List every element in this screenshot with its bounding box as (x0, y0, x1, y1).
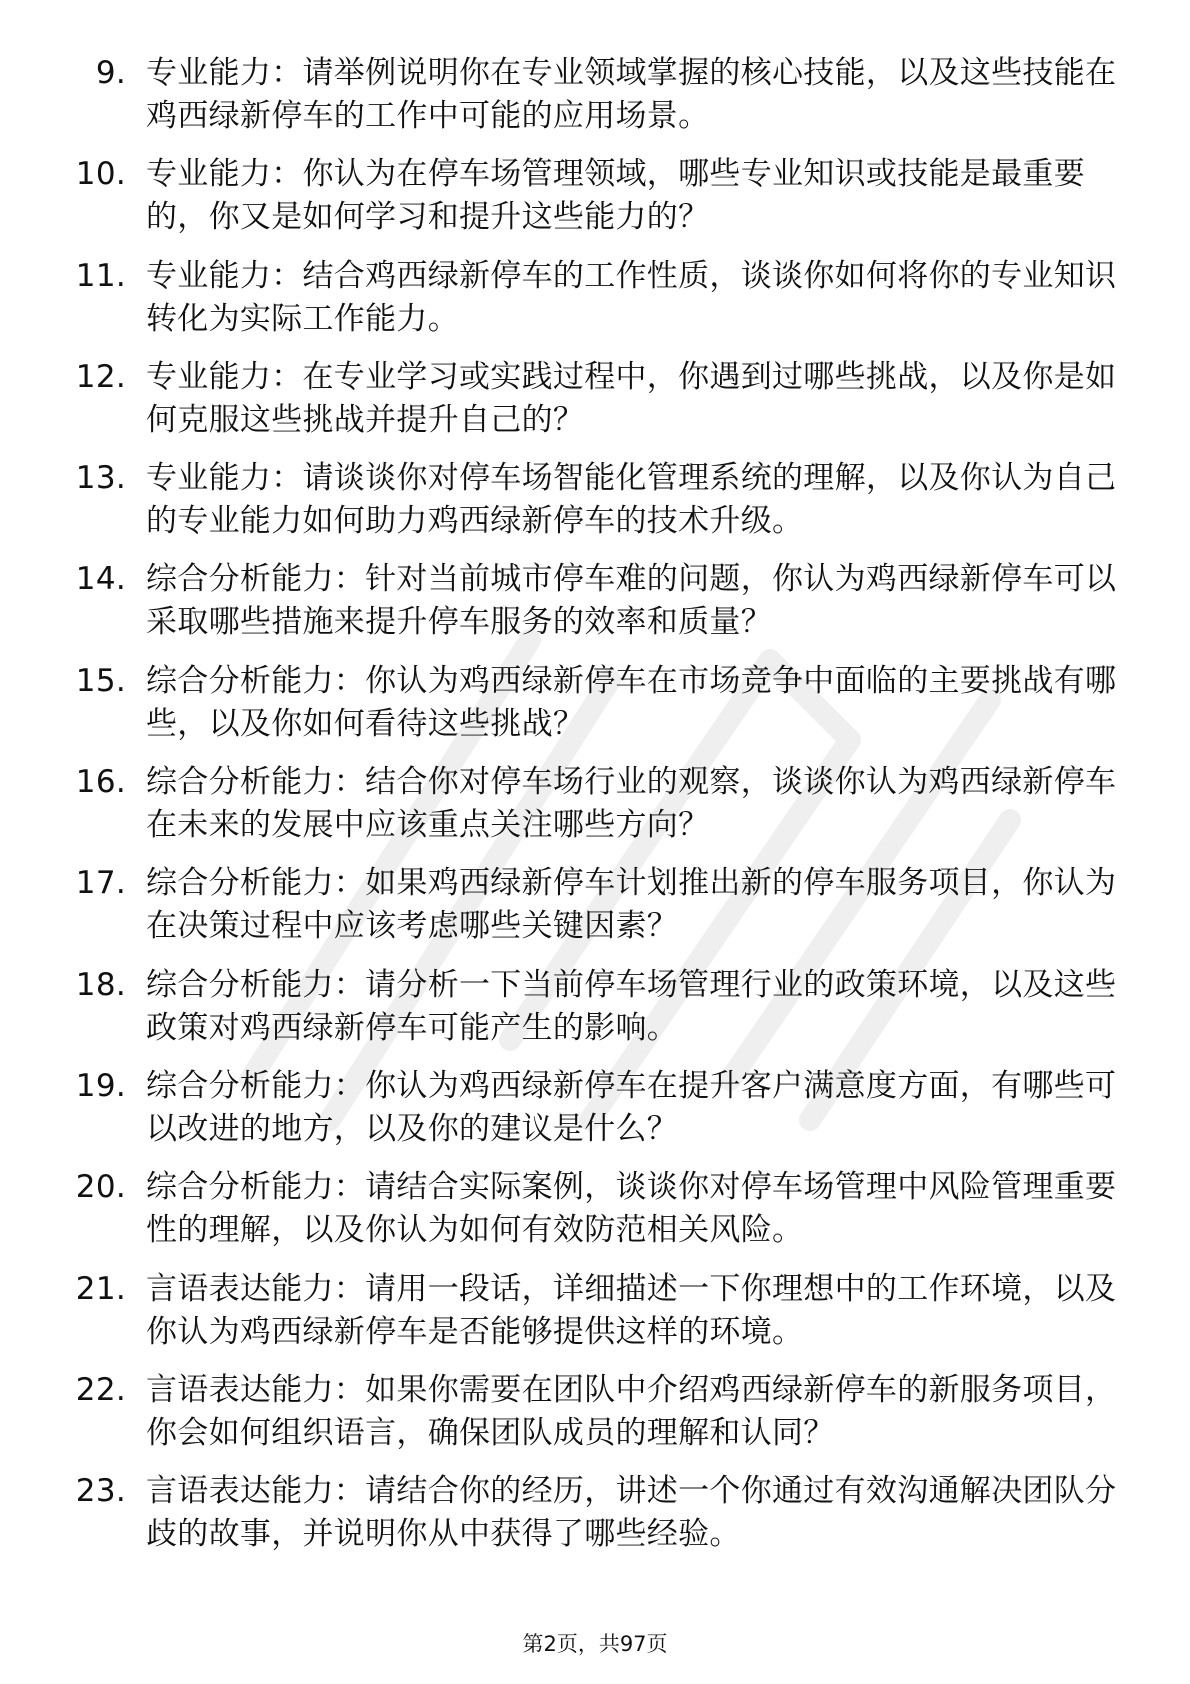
question-text: 专业能力：在专业学习或实践过程中，你遇到过哪些挑战，以及你是如何克服这些挑战并提升自己的？ (146, 358, 1117, 438)
list-item (60, 964, 1120, 1050)
question-text: 综合分析能力：结合你对停车场行业的观察，谈谈你认为鸡西绿新停车在未来的发展中应该重点关注哪些方向？ (146, 764, 1117, 844)
question-number: 23 . (60, 1470, 126, 1513)
list-item (60, 356, 1120, 442)
list-item (60, 255, 1120, 341)
question-text: 言语表达能力：请结合你的经历，讲述一个你通过有效沟通解决团队分歧的故事，并说明你从中获得了哪些经验。 (146, 1473, 1117, 1553)
question-text: 综合分析能力：如果鸡西绿新停车计划推出新的停车服务项目，你认为在决策过程中应该考虑哪些关键因素？ (146, 865, 1117, 945)
question-text: 综合分析能力：你认为鸡西绿新停车在市场竞争中面临的主要挑战有哪些，以及你如何看待这些挑战？ (146, 662, 1117, 742)
page-indicator: 第2页，共97页 (522, 1632, 668, 1656)
question-text: 综合分析能力：你认为鸡西绿新停车在提升客户满意度方面，有哪些可以改进的地方，以及你的建议是什么？ (146, 1067, 1117, 1147)
question-list (60, 52, 1120, 1571)
list-item (60, 52, 1120, 138)
list-item (60, 1369, 1120, 1455)
list-item (60, 153, 1120, 239)
question-text: 言语表达能力：请用一段话，详细描述一下你理想中的工作环境，以及你认为鸡西绿新停车是否能够提供这样的环境。 (146, 1270, 1117, 1350)
list-item (60, 660, 1120, 746)
question-number: 11 . (60, 255, 126, 298)
list-item (60, 457, 1120, 543)
question-number: 17 . (60, 862, 126, 905)
question-number: 19 . (60, 1065, 126, 1108)
list-item (60, 1268, 1120, 1354)
question-text: 专业能力：请举例说明你在专业领域掌握的核心技能，以及这些技能在鸡西绿新停车的工作中可能的应用场景。 (146, 55, 1117, 134)
question-text: 综合分析能力：请分析一下当前停车场管理行业的政策环境，以及这些政策对鸡西绿新停车可能产生的影响。 (146, 966, 1117, 1046)
question-number: 12 . (60, 356, 126, 399)
question-number: 10 . (60, 153, 126, 196)
list-item (60, 761, 1120, 847)
question-text: 综合分析能力：请结合实际案例，谈谈你对停车场管理中风险管理重要性的理解，以及你认为如何有效防范相关风险。 (146, 1169, 1117, 1249)
question-text: 专业能力：结合鸡西绿新停车的工作性质，谈谈你如何将你的专业知识转化为实际工作能力。 (146, 257, 1117, 337)
question-number: 21 . (60, 1268, 126, 1311)
question-number: 16 . (60, 761, 126, 804)
list-item (60, 862, 1120, 948)
list-item (60, 1065, 1120, 1151)
question-number: 14 . (60, 558, 126, 601)
question-number: 9 . (60, 52, 126, 95)
question-number: 20 . (60, 1166, 126, 1209)
list-item (60, 558, 1120, 644)
question-text: 专业能力：请谈谈你对停车场智能化管理系统的理解，以及你认为自己的专业能力如何助力鸡西绿新停车的技术升级。 (146, 460, 1117, 540)
question-number: 18 . (60, 964, 126, 1007)
question-number: 13 . (60, 457, 126, 500)
question-text: 综合分析能力：针对当前城市停车难的问题，你认为鸡西绿新停车可以采取哪些措施来提升停车服务的效率和质量？ (146, 561, 1117, 641)
question-text: 言语表达能力：如果你需要在团队中介绍鸡西绿新停车的新服务项目，你会如何组织语言，确保团队成员的理解和认同？ (146, 1371, 1117, 1451)
question-text: 专业能力：你认为在停车场管理领域，哪些专业知识或技能是最重要的，你又是如何学习和提升这些能力的？ (146, 156, 1085, 236)
list-item (60, 1470, 1120, 1556)
question-number: 15 . (60, 660, 126, 703)
question-number: 22 . (60, 1369, 126, 1412)
list-item (60, 1166, 1120, 1252)
